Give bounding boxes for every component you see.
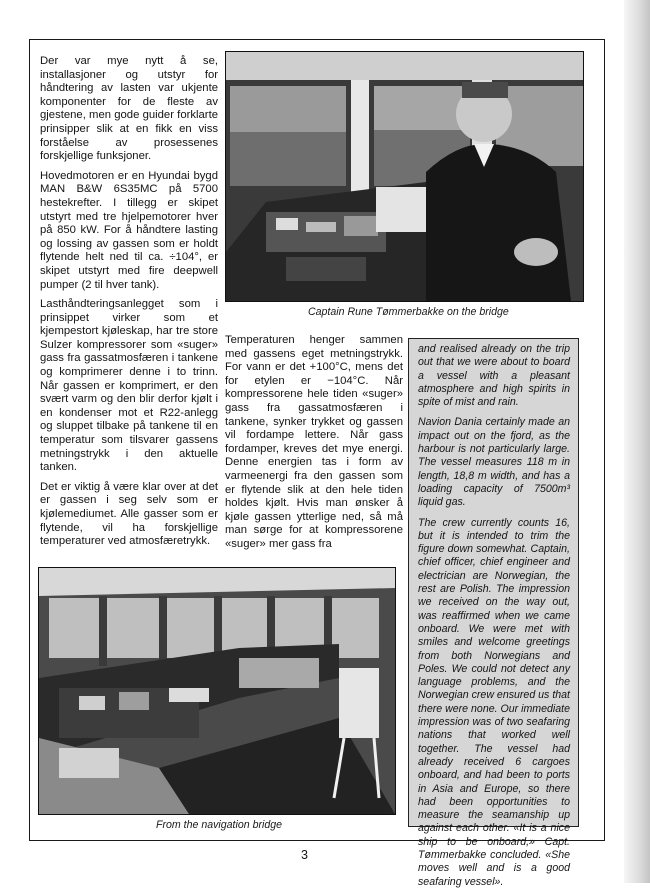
article-middle-column <box>225 334 403 558</box>
english-summary-box <box>408 338 579 888</box>
bridge-photo-caption: From the navigation bridge <box>156 819 283 831</box>
paragraph: Lasthåndteringsanlegget som i prinsippet virker som et kjempestort kjøleskap, har tre store Sulzer kompressorer som «suger» gass fra gassatmosfæren i tankene og komprimerer denne i to trinn. Når gassen er komprimert, er den svært varm og den blir derfor kjølt i en kondenser mot et R22-anlegg og sluppet tilbake på tankene til en temperatur som tilsvarer gassens metningstrykk i den aktuelle tanken. <box>40 298 218 474</box>
captain-photo-caption: Captain Rune Tømmerbakke on the bridge <box>308 306 509 318</box>
paragraph: Hovedmotoren er en Hyundai bygd MAN B&W 6S35MC på 5700 hestekrefter. I tillegg er skipet utstyrt med tre hjelpemotorer hver på 850 kW. For å håndtere lasting og lossing av gassen som er holdt flytende helt ned til ca. ÷104°, er skipet utstyrt med fire deepwell pumper (2 til hver tank). <box>40 169 218 291</box>
page-edge-shadow <box>624 0 650 883</box>
navigation-bridge-photo <box>38 567 396 815</box>
paragraph: Der var mye nytt å se, installasjoner og utstyr for håndtering av lasten var ukjente komponenter for de fleste av gjestene, men gode guider forklarte prinsipper slik at en fikk en viss forståelse av prosessenes forskjellige funksjoner. <box>40 55 218 163</box>
sidebar-paragraph: and realised already on the trip out that we were about to board a vessel with a pleasant atmosphere and high spirits in spite of mist and rain. <box>418 343 570 409</box>
page-number: 3 <box>301 848 308 862</box>
paragraph: Det er viktig å være klar over at det er gassen i seg selv som er kjølemediumet. Alle gasser som er flytende, vil ha forskjellige temperaturer ved atmosfæretrykk. <box>40 480 218 548</box>
captain-photo <box>225 51 584 302</box>
article-left-column <box>40 55 218 555</box>
paragraph: Temperaturen henger sammen med gassens eget metningstrykk. For vann er det +100°C, mens det for etylen er −104°C. Når kompressorene hele tiden «suger» gass fra gassatmosfæren i tankene, synker trykket og gassen vil fordampe lettere. Når gass fordamper, kreves det mye energi. Denne energien tas i form av varmeenergi fra den gassen som er flytende slik at den hele tiden holdes kjølt. Hvis man ønsker å kjøle gassen ytterlige ned, så må man sørge for at kompressorene «suger» mer gass fra <box>225 334 403 550</box>
sidebar-paragraph: The crew currently counts 16, but it is intended to trim the figure down somewhat. Captain, chief officer, chief engineer and electrician are Norwegian, the rest are Polish. The impression we received on the way out, was reaffirmed when we came onboard. We were met with smiles and welcome greetings from both Norwegians and Poles. We could not detect any language problems, and the Norwegian crew ensured us that there were none. Our immediate impression was of two seafaring nations that worked well together. The vessel had already received 6 cargoes onboard, and had been to ports in Asia and Europe, so there had been opportunities to measure the seamanship up against each other. «It is a nice ship to be onboard,» Capt. Tømmerbakke concluded. «She moves well and is a good seafaring vessel». <box>418 516 570 888</box>
sidebar-paragraph: Navion Dania certainly made an impact out on the fjord, as the harbour is not particularly large. The vessel measures 118 m in length, 18,8 m width, and has a loading capacity of 7500m³ liquid gas. <box>418 416 570 509</box>
